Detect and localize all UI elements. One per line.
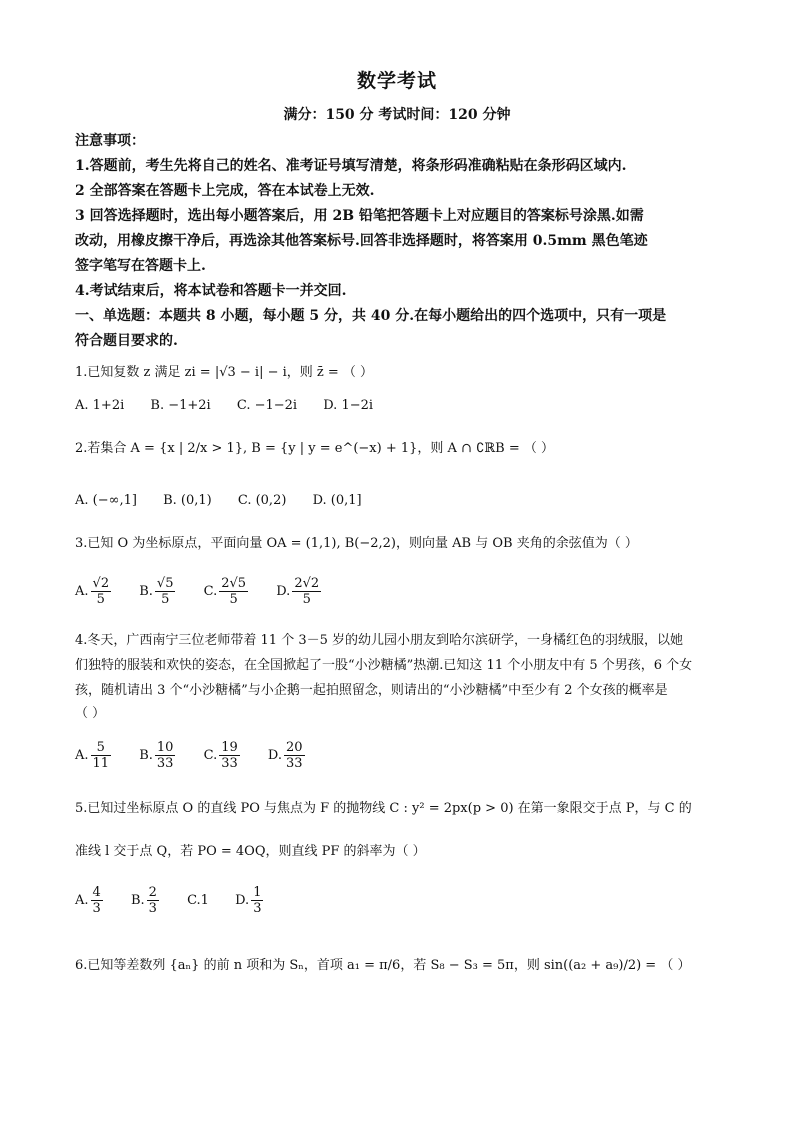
question-6-stem: 6.已知等差数列 {aₙ} 的前 n 项和为 Sₙ，首项 a₁ = π/6，若 S₈ − S₃ = 5π，则 sin((a₂ + a₉)/2) = （ ）	[75, 958, 691, 973]
option-a: A. $\frac{4}{3}$	[75, 885, 101, 916]
question-3-options	[75, 576, 345, 607]
fraction: $\frac{2√2}{5}$	[294, 576, 320, 607]
question-1-options	[75, 398, 395, 413]
option-d: D. $\frac{20}{33}$	[267, 740, 303, 771]
note-line: 1.答题前，考生先将自己的姓名、准考证号填写清楚，将条形码准确粘贴在条形码区域内.	[75, 158, 627, 174]
question-4-stem: （ ）	[75, 706, 106, 721]
option-b: B. (0,1)	[163, 493, 212, 508]
fraction: $\frac{5}{11}$	[92, 740, 110, 771]
fraction: $\frac{√2}{5}$	[92, 576, 110, 607]
question-1-stem: 1.已知复数 z 满足 zi = |√3 − i| − i，则 z̄ = （ ）	[75, 365, 374, 380]
fraction: $\frac{10}{33}$	[156, 740, 174, 771]
question-4-options	[75, 740, 329, 771]
note-line: 签字笔写在答题卡上.	[75, 258, 206, 274]
question-3-stem: 3.已知 O 为坐标原点，平面向量 OA = (1,1), B(−2,2)，则向量 AB 与 OB 夹角的余弦值为（ ）	[75, 536, 638, 551]
option-a: A. (−∞,1]	[75, 493, 137, 508]
exam-title: 数学考试	[356, 70, 437, 92]
option-c: C. $\frac{19}{33}$	[203, 740, 238, 771]
option-c: C. $\frac{2√5}{5}$	[203, 576, 247, 607]
fraction: $\frac{4}{3}$	[92, 885, 101, 916]
note-line: 3 回答选择题时，选出每小题答案后，用 2B 铅笔把答题卡上对应题目的答案标号涂黑.如需	[75, 208, 644, 224]
option-a: A. $\frac{√2}{5}$	[75, 576, 110, 607]
note-line: 2 全部答案在答题卡上完成，答在本试卷上无效.	[75, 183, 375, 199]
fraction: $\frac{2√5}{5}$	[221, 576, 247, 607]
option-c: C. −1−2i	[236, 398, 298, 413]
note-line: 4.考试结束后，将本试卷和答题卡一并交回.	[75, 283, 347, 299]
note-line: 改动，用橡皮擦干净后，再选涂其他答案标号.回答非选择题时，将答案用 0.5mm 黑色笔迹	[75, 233, 648, 249]
fraction: $\frac{1}{3}$	[253, 885, 262, 916]
notes-heading: 注意事项：	[75, 133, 145, 149]
section-heading: 符合题目要求的.	[75, 333, 178, 349]
question-5-options	[75, 885, 287, 916]
option-c: C. (0,2)	[237, 493, 287, 508]
question-5-stem: 5.已知过坐标原点 O 的直线 PO 与焦点为 F 的抛物线 C : y² = 2px(p > 0) 在第一象限交于点 P，与 C 的	[75, 801, 692, 816]
option-a: A. $\frac{5}{11}$	[75, 740, 110, 771]
option-a: A. 1+2i	[75, 398, 125, 413]
option-b: B. $\frac{√5}{5}$	[139, 576, 174, 607]
question-2-stem: 2.若集合 A = {x | 2/x > 1}, B = {y | y = e^(−x) + 1}，则 A ∩ ∁ℝB = （ ）	[75, 441, 554, 456]
question-4-stem: 们独特的服装和欢快的姿态，在全国掀起了一股“小沙糖橘”热潮.已知这 11 个小朋友中有 5 个男孩，6 个女	[75, 658, 693, 673]
exam-subtitle: 满分：150 分 考试时间：120 分钟	[283, 107, 511, 123]
option-d: D. $\frac{2√2}{5}$	[276, 576, 320, 607]
option-c: C.1	[187, 893, 209, 908]
fraction: $\frac{√5}{5}$	[156, 576, 174, 607]
fraction: $\frac{2}{3}$	[148, 885, 157, 916]
question-2-options	[75, 493, 384, 508]
option-d: D. (0,1]	[312, 493, 362, 508]
question-5-stem: 准线 l 交于点 Q，若 PO = 4OQ，则直线 PF 的斜率为（ ）	[75, 844, 426, 859]
option-b: B. −1+2i	[150, 398, 211, 413]
question-4-stem: 4.冬天，广西南宁三位老师带着 11 个 3－5 岁的幼儿园小朋友到哈尔滨研学，一身橘红色的羽绒服，以她	[75, 633, 684, 648]
option-b: B. $\frac{2}{3}$	[130, 885, 157, 916]
fraction: $\frac{20}{33}$	[286, 740, 303, 771]
option-d: D. $\frac{1}{3}$	[235, 885, 262, 916]
fraction: $\frac{19}{33}$	[221, 740, 238, 771]
section-heading: 一、单选题：本题共 8 小题，每小题 5 分，共 40 分.在每小题给出的四个选项中，只有一项是	[75, 308, 667, 324]
option-b: B. $\frac{10}{33}$	[139, 740, 174, 771]
question-4-stem: 孩，随机请出 3 个“小沙糖橘”与小企鹅一起拍照留念，则请出的“小沙糖橘”中至少有 2 个女孩的概率是	[75, 683, 668, 698]
option-d: D. 1−2i	[323, 398, 374, 413]
